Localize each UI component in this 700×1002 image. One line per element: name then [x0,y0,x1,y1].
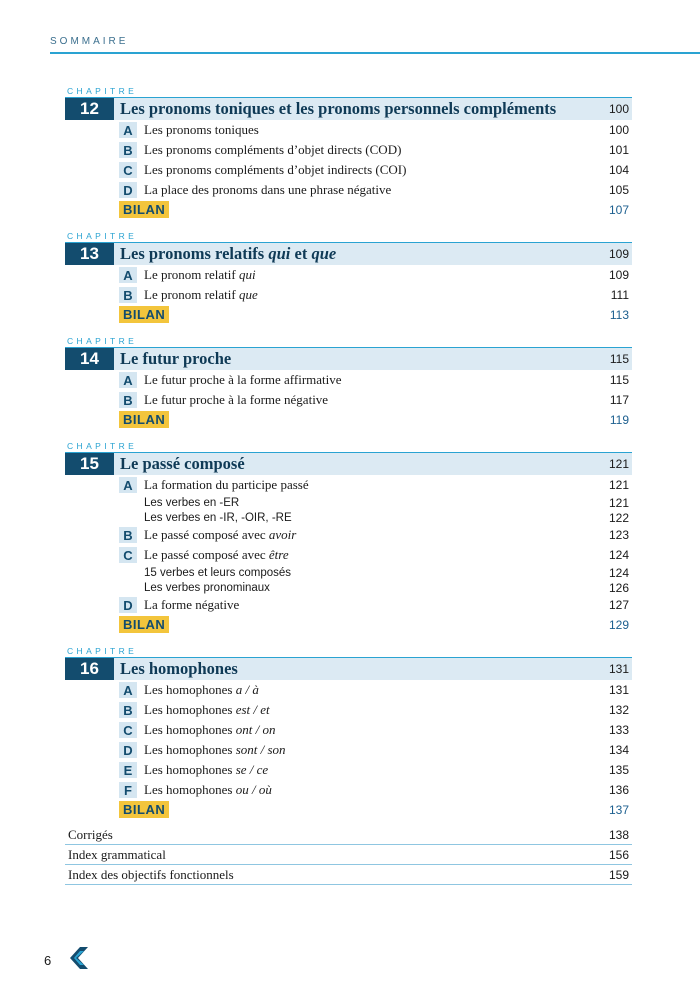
section-letter-badge: B [119,392,137,408]
italic-term: que [311,244,337,263]
text-part: La forme négative [144,597,240,612]
section-page: 105 [608,183,629,197]
text-part: Le futur proche à la forme affirmative [144,372,342,387]
subsection-page: 124 [608,565,629,580]
appendix-page: 159 [608,867,629,882]
section-header: SOMMAIRE [50,36,129,47]
section-letter-badge: A [119,477,137,493]
section-title [144,597,589,613]
text-part: Les homophones [144,782,236,797]
text-part: Les pronoms compléments d’objet directs (COD) [144,142,402,157]
section-letter-badge: F [119,782,137,798]
section-page: 117 [609,393,629,407]
text-part: Les homophones [144,722,236,737]
section-entry[interactable] [119,720,632,740]
section-page: 111 [610,288,629,302]
section-title [144,162,589,178]
section-title [144,182,589,198]
chapter-title [114,659,589,679]
subsection-title: Les verbes en -IR, -OIR, -RE [144,511,292,524]
section-entry[interactable] [119,120,632,140]
text-part: Les pronoms toniques et les pronoms personnels compléments [120,99,557,118]
section-entry[interactable] [119,545,632,565]
chapter-number: 16 [65,658,114,680]
section-title [144,742,589,758]
bilan-page: 129 [608,617,629,632]
bilan-page: 119 [609,412,629,427]
section-letter-badge: A [119,267,137,283]
section-title [144,682,589,698]
chapter-title [114,99,589,119]
chevron-left-icon[interactable] [66,945,92,976]
section-page: 121 [608,478,629,492]
section-title [144,122,589,138]
subsection-page: 126 [608,580,629,595]
subsection-entry[interactable] [144,495,632,510]
section-title [144,392,589,408]
section-letter-badge: A [119,682,137,698]
section-letter-badge: B [119,702,137,718]
text-part: Le futur proche [120,349,232,368]
subsection-entry[interactable] [144,565,632,580]
subsection-page: 121 [608,495,629,510]
bilan-badge: BILAN [119,801,169,818]
chapter-heading[interactable] [65,657,632,680]
section-page: 134 [608,743,629,757]
section-entry[interactable] [119,700,632,720]
section-entry[interactable] [119,140,632,160]
italic-term: a / à [235,682,259,697]
chapter-block [65,441,632,634]
chapter-label: CHAPITRE [67,646,138,656]
subsection-entry[interactable] [144,510,632,525]
section-entry[interactable] [119,285,632,305]
section-entry[interactable] [119,180,632,200]
chapter-number: 13 [65,243,114,265]
section-letter-badge: B [119,142,137,158]
text-part: Le futur proche à la forme négative [144,392,329,407]
appendix-entry[interactable] [65,845,632,865]
section-title [144,477,589,493]
bilan-badge: BILAN [119,306,169,323]
section-page: 124 [608,548,629,562]
section-title [144,372,589,388]
section-title [144,287,589,303]
section-page: 132 [608,703,629,717]
bilan-badge: BILAN [119,411,169,428]
page-number: 6 [44,953,52,968]
section-letter-badge: A [119,122,137,138]
bilan-page: 113 [609,307,629,322]
bilan-entry[interactable] [119,800,632,819]
section-entry[interactable] [119,595,632,615]
subsection-entry[interactable] [144,580,632,595]
italic-term: qui [268,244,291,263]
section-letter-badge: A [119,372,137,388]
appendix-entry[interactable] [65,825,632,845]
chapter-label: CHAPITRE [67,336,138,346]
italic-term: qui [238,267,256,282]
chapter-heading[interactable] [65,347,632,370]
appendix-entry[interactable] [65,865,632,885]
section-title [144,547,589,563]
section-page: 101 [608,143,629,157]
text-part: Les homophones [144,682,236,697]
section-letter-badge: C [119,547,137,563]
chapter-label: CHAPITRE [67,231,138,241]
section-title [144,762,589,778]
section-page: 135 [608,763,629,777]
text-part: Les pronoms compléments d’objet indirects (COI) [144,162,407,177]
appendix-page: 138 [608,827,629,842]
chapter-page: 115 [609,352,629,366]
section-title [144,782,589,798]
chapter-label: CHAPITRE [67,86,138,96]
italic-term: ont / on [235,722,276,737]
chapter-title [114,244,589,264]
text-part: La place des pronoms dans une phrase négative [144,182,392,197]
chapter-heading[interactable] [65,242,632,265]
italic-term: se / ce [235,762,269,777]
section-entry[interactable] [119,370,632,390]
section-page: 115 [609,373,629,387]
text-part: Le passé composé avec [144,547,269,562]
chapter-block [65,86,632,219]
header-rule [50,52,700,54]
section-entry[interactable] [119,390,632,410]
section-page: 109 [608,268,629,282]
bilan-entry[interactable] [119,615,632,634]
chapter-title [114,454,589,474]
section-title [144,267,589,283]
section-entry[interactable] [119,740,632,760]
chapter-number: 14 [65,348,114,370]
bilan-page: 107 [608,202,629,217]
section-page: 133 [608,723,629,737]
chapter-heading[interactable] [65,97,632,120]
subsection-title: 15 verbes et leurs composés [144,566,292,579]
appendix-title: Index grammatical [68,846,166,862]
text-part: Les pronoms relatifs [120,244,269,263]
text-part: Le pronom relatif [144,287,239,302]
section-letter-badge: D [119,182,137,198]
appendix-title: Index des objectifs fonctionnels [68,866,234,882]
section-title [144,722,589,738]
section-entry[interactable] [119,160,632,180]
bilan-entry[interactable] [119,200,632,219]
chapter-number: 12 [65,98,114,120]
section-page: 100 [608,123,629,137]
text-part: Les homophones [144,762,236,777]
bilan-badge: BILAN [119,201,169,218]
chapter-page: 100 [608,102,629,116]
table-of-contents [65,86,632,885]
section-page: 127 [608,598,629,612]
chapter-number: 15 [65,453,114,475]
italic-term: ou / où [235,782,272,797]
text-part: et [290,244,312,263]
chapter-title [114,349,589,369]
text-part: Le passé composé avec [144,527,269,542]
appendix-title: Corrigés [68,826,113,842]
chapter-block [65,646,632,819]
chapter-block [65,336,632,429]
bilan-entry[interactable] [119,410,632,429]
text-part: Les homophones [144,702,236,717]
section-entry[interactable] [119,475,632,495]
bilan-page: 137 [608,802,629,817]
section-letter-badge: B [119,287,137,303]
italic-term: est / et [235,702,270,717]
section-letter-badge: B [119,527,137,543]
section-page: 136 [608,783,629,797]
italic-term: être [268,547,289,562]
section-title [144,702,589,718]
section-page: 123 [608,528,629,542]
subsection-title: Les verbes pronominaux [144,581,270,594]
subsection-title: Les verbes en -ER [144,496,240,509]
section-entry[interactable] [119,265,632,285]
section-letter-badge: C [119,162,137,178]
chapter-block [65,231,632,324]
section-entry[interactable] [119,780,632,800]
text-part: Le pronom relatif [144,267,239,282]
bilan-badge: BILAN [119,616,169,633]
section-letter-badge: D [119,742,137,758]
chapter-heading[interactable] [65,452,632,475]
text-part: Le passé composé [120,454,245,473]
chapter-label: CHAPITRE [67,441,138,451]
bilan-entry[interactable] [119,305,632,324]
section-page: 104 [608,163,629,177]
subsection-page: 122 [608,510,629,525]
italic-term: sont / son [235,742,286,757]
chapter-page: 109 [608,247,629,261]
text-part: Les pronoms toniques [144,122,259,137]
text-part: La formation du participe passé [144,477,309,492]
text-part: Les homophones [144,742,236,757]
section-entry[interactable] [119,525,632,545]
italic-term: avoir [268,527,297,542]
chapter-page: 121 [608,457,629,471]
section-letter-badge: D [119,597,137,613]
chapter-page: 131 [608,662,629,676]
section-title [144,142,589,158]
section-letter-badge: C [119,722,137,738]
section-page: 131 [608,683,629,697]
section-title [144,527,589,543]
appendix-page: 156 [608,847,629,862]
section-letter-badge: E [119,762,137,778]
section-entry[interactable] [119,760,632,780]
text-part: Les homophones [120,659,238,678]
section-entry[interactable] [119,680,632,700]
italic-term: que [238,287,258,302]
appendix-list [65,825,632,885]
